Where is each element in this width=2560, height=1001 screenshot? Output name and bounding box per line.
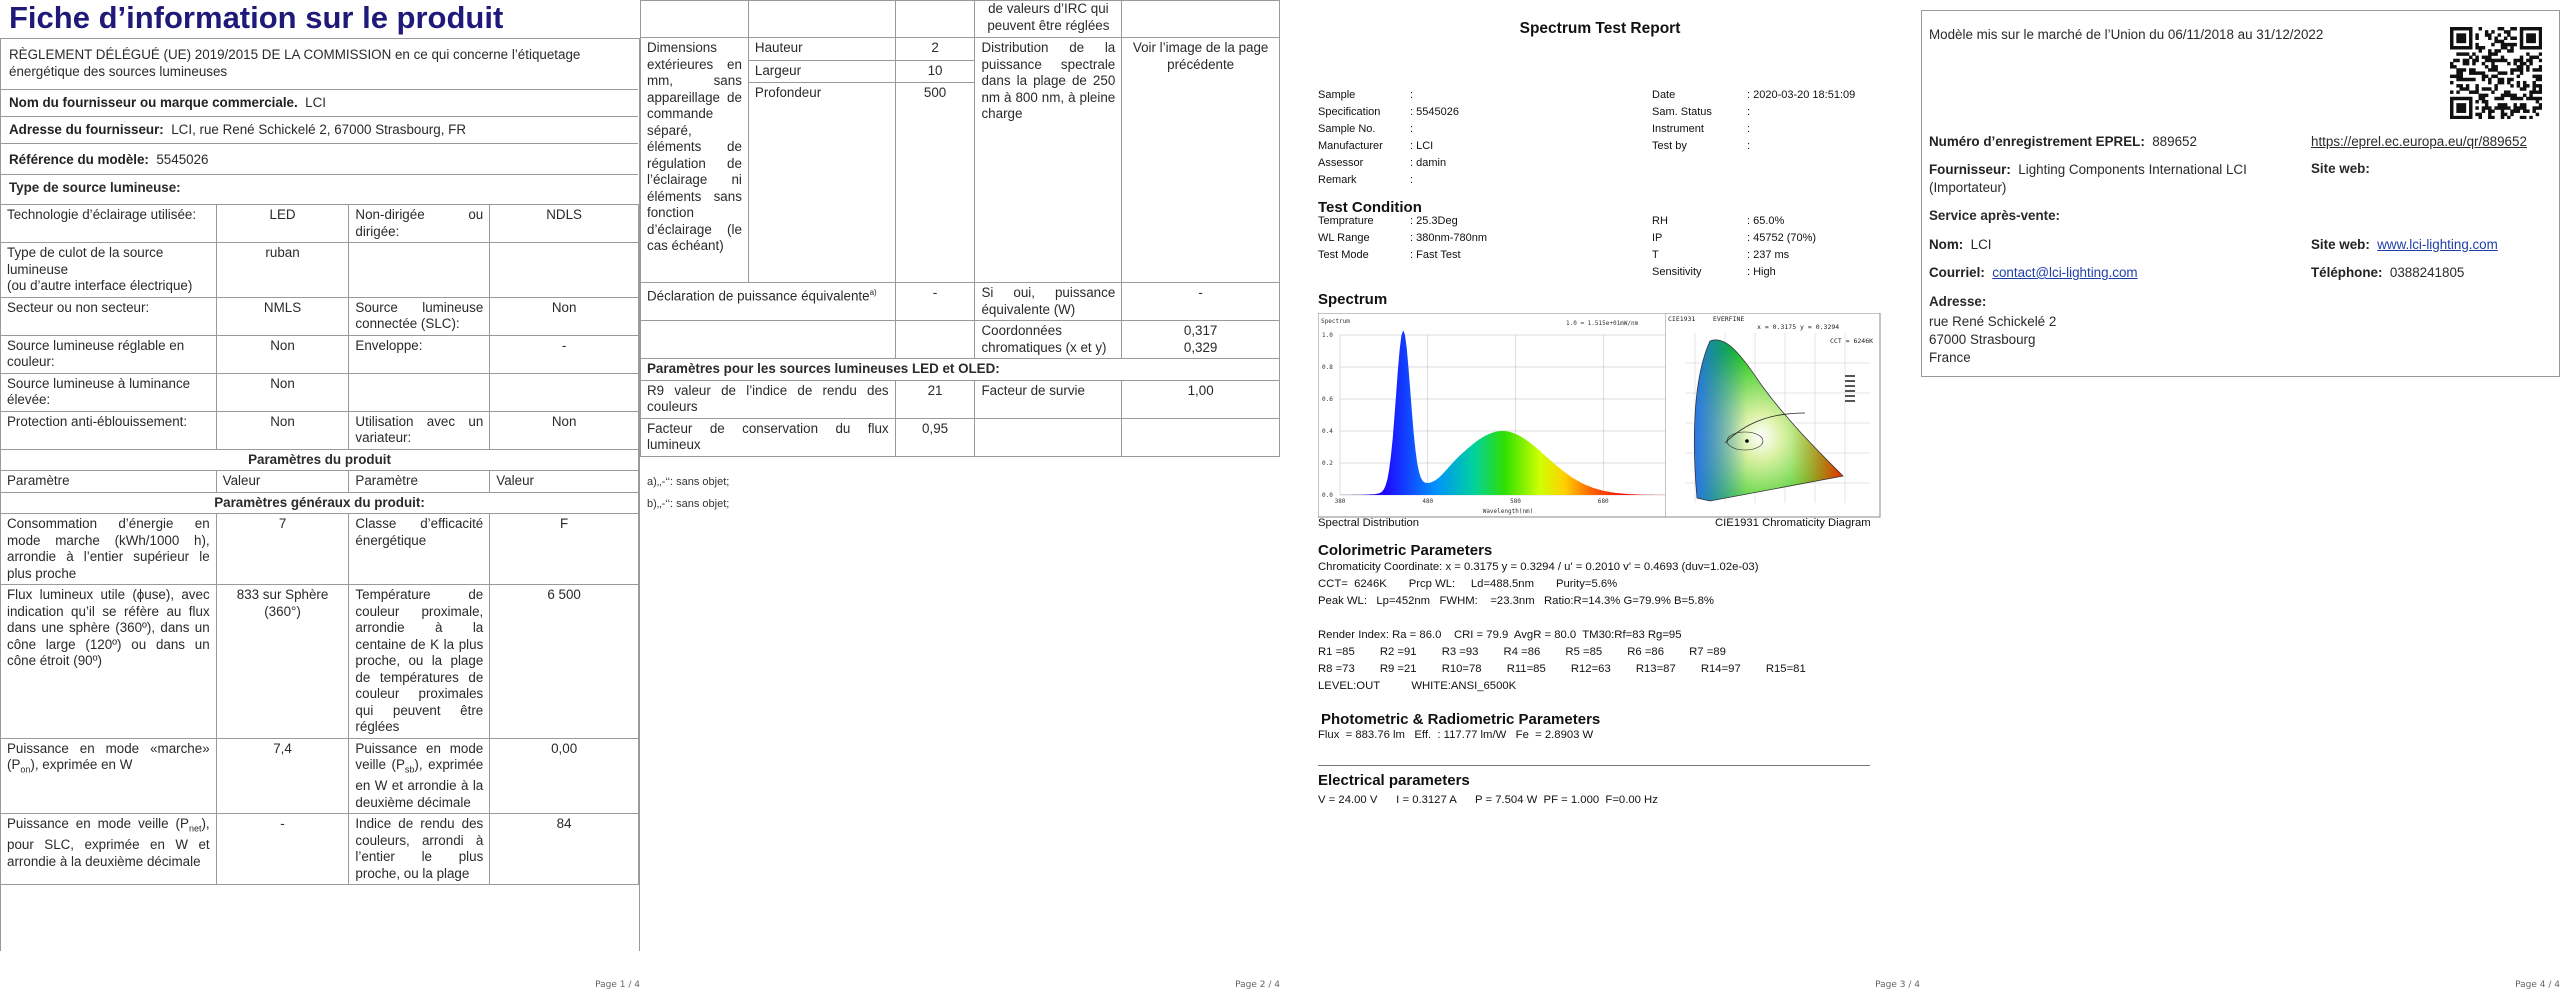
address-lines: rue René Schickelé 2 67000 Strasbourg France bbox=[1929, 314, 2057, 365]
info-row: T : 237 ms bbox=[1652, 249, 1790, 261]
info-row: Sam. Status : bbox=[1652, 106, 1751, 118]
model-line: Référence du modèle: 5545026 bbox=[9, 152, 209, 167]
table-row: Protection anti-éblouissement: Non Utilisation avec un variateur: Non bbox=[1, 411, 639, 449]
colorimetric-line: CCT= 6246K Prcp WL: Ld=488.5nm Purity=5.6% bbox=[1318, 578, 1618, 590]
page-4 bbox=[1920, 0, 2560, 1001]
x-tick-label: 680 bbox=[1597, 498, 1609, 505]
colorimetric-line: R8 =73 R9 =21 R10=78 R11=85 R12=63 R13=87 R14=97 R15=81 bbox=[1318, 663, 1806, 675]
y-tick-label: 0.8 bbox=[1322, 364, 1333, 371]
spec-xlabel: Wavelength(nm) bbox=[1482, 508, 1534, 515]
info-row: Test by : bbox=[1652, 140, 1751, 152]
info-row: Instrument : bbox=[1652, 123, 1751, 135]
colorimetric-line: Chromaticity Coordinate: x = 0.3175 y = 0.3294 / u' = 0.2010 v' = 0.4693 (duv=1.02e-03) bbox=[1318, 561, 1759, 573]
info-row: Temprature : 25.3Deg bbox=[1318, 215, 1458, 227]
info-row: Remark : bbox=[1318, 174, 1414, 186]
market-dates: Modèle mis sur le marché de l’Union du 06/11/2018 au 31/12/2022 bbox=[1929, 27, 2324, 42]
cie-caption: CIE1931 Chromaticity Diagram bbox=[1715, 517, 1871, 529]
x-tick-label: 580 bbox=[1510, 498, 1521, 505]
page-3 bbox=[1280, 0, 1920, 1001]
spectral-distribution-chart bbox=[1318, 313, 1704, 518]
electrical-line: V = 24.00 V I = 0.3127 A P = 7.504 W PF = 1.000 F=0.00 Hz bbox=[1318, 794, 1658, 806]
colorimetric-line: Render Index: Ra = 86.0 CRI = 79.9 AvgR = 80.0 TM30:Rf=83 Rg=95 bbox=[1318, 629, 1682, 641]
y-tick-label: 0.0 bbox=[1322, 492, 1333, 499]
y-tick-label: 0.4 bbox=[1322, 428, 1333, 435]
page-number: Page 3 / 4 bbox=[1875, 980, 1920, 990]
general-params-title: Paramètres généraux du produit: bbox=[1, 492, 639, 514]
info-row: Sample : bbox=[1318, 89, 1414, 101]
address-line: Adresse du fournisseur: LCI, rue René Schickelé 2, 67000 Strasbourg, FR bbox=[9, 122, 466, 137]
page-title: Fiche d’information sur le produit bbox=[9, 0, 504, 35]
tel-line: Téléphone: 0388241805 bbox=[2311, 265, 2465, 280]
info-row: Specification : 5545026 bbox=[1318, 106, 1459, 118]
table-row: Puissance en mode «marche» $(P_{on})$, exprimée en W 7,4 Puissance en mode veille $(P_{sb})$, exprimée en W et arrondie à la deuxième décimale 0,00 bbox=[1, 738, 639, 814]
spectrum-title: Spectrum bbox=[1318, 291, 1388, 308]
photometric-line: Flux = 883.76 lm Eff. : 117.77 lm/W Fe = 2.8903 W bbox=[1318, 729, 1594, 741]
params-title: Paramètres du produit bbox=[1, 449, 639, 471]
info-row: IP : 45752 (70%) bbox=[1652, 232, 1817, 244]
colorimetric-title: Colorimetric Parameters bbox=[1318, 542, 1493, 559]
info-row: Sample No. : bbox=[1318, 123, 1414, 135]
eprel-line: Numéro d’enregistrement EPREL: 889652 bbox=[1929, 134, 2197, 149]
source-type-table bbox=[0, 204, 639, 885]
page-2 bbox=[640, 0, 1280, 1001]
y-tick-label: 0.6 bbox=[1322, 396, 1333, 403]
cie-cct: CCT = 6246K bbox=[1830, 337, 1874, 345]
report-title: Spectrum Test Report bbox=[1519, 20, 1681, 37]
spec-small-label: Spectrum bbox=[1321, 318, 1350, 325]
x-tick-label: 380 bbox=[1334, 498, 1346, 505]
table-row: Flux lumineux utile (ϕuse), avec indication qu’il se réfère au flux dans une sphère (360º), dans un cône large (120º) ou dans un cône étroit (90º) 833 sur Sphère (360°) Température de couleur proximale, arrondie à la centaine de K la plus proche, ou la plage de températures de couleur proximales qui peuvent être réglées 6 500 bbox=[1, 585, 639, 739]
info-row: Date : 2020-03-20 18:51:09 bbox=[1652, 89, 1856, 101]
regulation-text: RÈGLEMENT DÉLÉGUÉ (UE) 2019/2015 DE LA COMMISSION en ce qui concerne l’étiquetage énergétique des sources lumineuses bbox=[9, 47, 581, 79]
info-row: WL Range : 380nm-780nm bbox=[1318, 232, 1488, 244]
cie-label: CIE1931 bbox=[1668, 315, 1696, 323]
mail-line: Courriel: contact@lci-lighting.com bbox=[1929, 265, 2138, 280]
info-row: Test Mode : Fast Test bbox=[1318, 249, 1461, 261]
y-tick-label: 1.0 bbox=[1322, 332, 1333, 339]
table-row: Source lumineuse à luminance élevée: Non bbox=[1, 373, 639, 411]
page-number: Page 4 / 4 bbox=[2515, 980, 2560, 990]
divider bbox=[1318, 765, 1870, 766]
spectral-caption: Spectral Distribution bbox=[1318, 517, 1420, 529]
photometric-title: Photometric & Radiometric Parameters bbox=[1321, 711, 1601, 728]
mail-link[interactable]: contact@lci-lighting.com bbox=[1992, 265, 2138, 280]
supplier-line: Nom du fournisseur ou marque commerciale. LCI bbox=[9, 95, 327, 110]
table-row: Secteur ou non secteur: NMLS Source lumineuse connectée (SLC): Non bbox=[1, 297, 639, 335]
table-row: Technologie d’éclairage utilisée: LED Non-dirigée ou dirigée: NDLS bbox=[1, 205, 639, 243]
info-row: Sensitivity : High bbox=[1652, 266, 1776, 278]
test-condition-title: Test Condition bbox=[1318, 199, 1422, 216]
colorimetric-line: LEVEL:OUT WHITE:ANSI_6500K bbox=[1318, 680, 1517, 692]
supplier-line: Fournisseur: Lighting Components International LCI (Importateur) bbox=[1929, 162, 2247, 195]
electrical-title: Electrical parameters bbox=[1318, 772, 1470, 789]
info-row: Manufacturer : LCI bbox=[1318, 140, 1434, 152]
table-row: Source lumineuse réglable en couleur: Non Enveloppe: - bbox=[1, 335, 639, 373]
cie-diagram bbox=[1665, 313, 1881, 518]
x-tick-label: 480 bbox=[1422, 498, 1434, 505]
colorimetric-lines bbox=[1318, 559, 1806, 695]
table-row: Consommation d’énergie en mode marche (kWh/1000 h), arrondie à l’entier supérieur le plus proche 7 Classe d’efficacité énergétique F bbox=[1, 514, 639, 585]
table-row: Puissance en mode veille $(P_{net})$, pour SLC, exprimée en W et arrondie à la deuxième décimale - Indice de rendu des couleurs, arrondi à l’entier le plus proche, ou la plage 84 bbox=[1, 814, 639, 885]
colorimetric-line: Peak WL: Lp=452nm FWHM: =23.3nm Ratio:R=14.3% G=79.9% B=5.8% bbox=[1318, 595, 1714, 607]
spec-peak-note: 1.0 = 1.515e+01mW/nm bbox=[1566, 320, 1639, 327]
footnote-b: b)‚‚-‘‘: sans objet; bbox=[647, 498, 730, 510]
cie-coordinate: x = 0.3175 y = 0.3294 bbox=[1757, 323, 1840, 331]
site-link[interactable]: www.lci-lighting.com bbox=[2377, 237, 2498, 252]
y-tick-label: 0.2 bbox=[1322, 460, 1333, 467]
colorimetric-line bbox=[1318, 610, 1806, 627]
site-line: Site web: www.lci-lighting.com bbox=[2311, 237, 2498, 252]
page-number: Page 1 / 4 bbox=[595, 980, 640, 990]
info-row: RH : 65.0% bbox=[1652, 215, 1785, 227]
cie-brand: EVERFINE bbox=[1713, 315, 1745, 323]
page-1 bbox=[0, 0, 640, 1001]
source-type-heading: Type de source lumineuse: bbox=[9, 180, 181, 195]
qr-code-icon bbox=[2450, 27, 2542, 119]
page-number: Page 2 / 4 bbox=[1235, 980, 1280, 990]
dimensions-table: de valeurs d’IRC qui peuvent être réglées Dimensions extérieures en mm, sans appareillage de commande séparé, éléments de régulation de l’éclairage ni éléments sans fonction d’éclairage (le cas échéant) Hauteur 2 Distribution de la puissance spectrale dans la plage de 250 nm à 800 nm, à pleine charge Voir l’image de la page précédente Largeur 10 Profondeur 500 Déclaration de puissance équivalente$^{a)}$ - Si oui, puissance équivalente (W) - Coordonnées chromatiques (x et y) 0,317 0,329 Paramètres pour les sources lumineuses LED et OLED: R9 valeur de l’indice de rendu des couleurs 21 Facteur de survie 1,00 Facteur de conservation du flux lumineux 0,95 bbox=[640, 0, 1280, 457]
footnote-a: a)‚‚-‘‘: sans objet; bbox=[647, 476, 730, 488]
eprel-link[interactable]: https://eprel.ec.europa.eu/qr/889652 bbox=[2311, 134, 2527, 149]
name-line: Nom: LCI bbox=[1929, 237, 1992, 252]
after-sales-title: Service après-vente: bbox=[1929, 208, 2061, 223]
info-row: Assessor : damin bbox=[1318, 157, 1447, 169]
led-params-title: Paramètres pour les sources lumineuses LED et OLED: bbox=[641, 359, 1280, 381]
table-header-row: Paramètre Valeur Paramètre Valeur bbox=[1, 471, 639, 493]
colorimetric-line: R1 =85 R2 =91 R3 =93 R4 =86 R5 =85 R6 =86 R7 =89 bbox=[1318, 646, 1726, 658]
address-label: Adresse: bbox=[1929, 294, 1987, 309]
table-row: Type de culot de la source lumineuse (ou d’autre interface électrique) ruban bbox=[1, 243, 639, 298]
website-label: Site web: bbox=[2311, 161, 2370, 176]
